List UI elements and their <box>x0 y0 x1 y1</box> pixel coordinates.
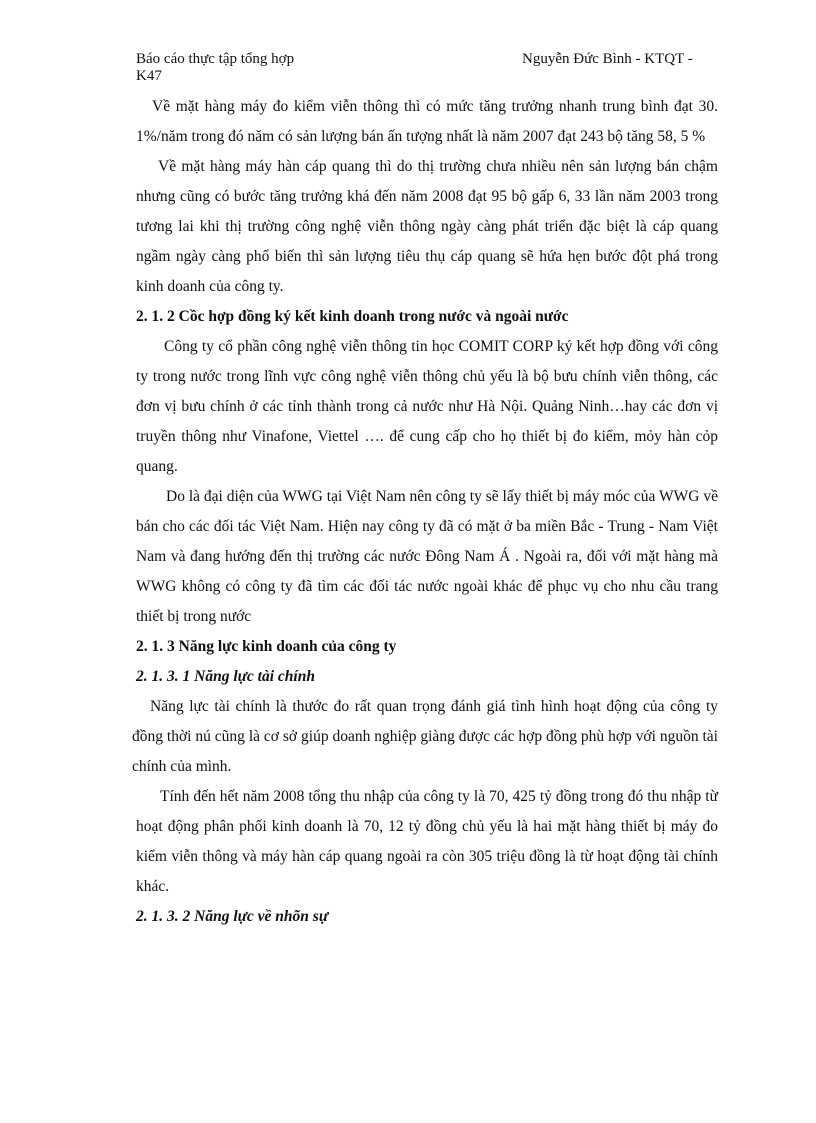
paragraph-income-2008: Tính đến hết năm 2008 tổng thu nhập của công ty là 70, 425 tỷ đồng trong đó thu nhập từ hoạt động phân phối kinh doanh là 70, 12 tỷ đồng chủ yếu là hai mặt hàng thiết bị máy đo kiểm viễn thông và máy hàn cáp quang ngoài ra còn 305 triệu đồng là từ hoạt động tài chính khác. <box>136 788 718 895</box>
paragraph-wwg-distribution: Do là đại diện của WWG tại Việt Nam nên công ty sẽ lấy thiết bị máy móc của WWG về bán cho các đối tác Việt Nam. Hiện nay công ty đã có mặt ở ba miền Bắc - Trung - Nam Việt Nam và đang hướng đến thị trường các nước Đông Nam Á . Ngoài ra, đối với mặt hàng mà WWG không có công ty đã tìm các đối tác nước ngoài khác để phục vụ cho nhu cầu trang thiết bị trong nước <box>136 488 718 625</box>
paragraph-financial-capacity: Năng lực tài chính là thước đo rất quan trọng đánh giá tình hình hoạt động của công ty đồng thời nú cũng là cơ sở giúp doanh nghiệp giàng được các hợp đồng phù hợp với nguồn tài chính của mình. <box>132 698 718 775</box>
document-body <box>132 92 718 932</box>
heading-2-1-3-2: 2. 1. 3. 2 Năng lực về nhõn sự <box>136 908 329 925</box>
paragraph-domestic-contracts: Công ty cổ phần công nghệ viễn thông tin học COMIT CORP ký kết hợp đồng với công ty trong nước trong lĩnh vực công nghệ viễn thông chủ yếu là bộ bưu chính viễn thông, các đơn vị bưu chính ở các tỉnh thành trong cả nước như Hà Nội. Quảng Ninh…hay các đơn vị truyền thông như Vinafone, Viettel …. để cung cấp cho họ thiết bị đo kiểm, mỏy hàn cỏp quang. <box>136 338 718 475</box>
heading-2-1-3: 2. 1. 3 Năng lực kinh doanh của công ty <box>136 638 397 655</box>
paragraph-fiber-splicers: Về mặt hàng máy hàn cáp quang thì do thị trường chưa nhiều nên sản lượng bán chậm nhưng cũng có bước tăng trưởng khá đến năm 2008 đạt 95 bộ gấp 6, 33 lần năm 2003 trong tương lai khi thị trường công nghệ viễn thông ngày càng phát triển đặc biệt là cáp quang ngầm ngày càng phổ biến thì sản lượng tiêu thụ cáp quang sẽ hứa hẹn bước đột phá trong kinh doanh của công ty. <box>136 158 718 295</box>
heading-2-1-3-1: 2. 1. 3. 1 Năng lực tài chính <box>136 668 315 685</box>
paragraph-telecom-meters: Về mặt hàng máy đo kiểm viễn thông thì có mức tăng trưởng nhanh trung bình đạt 30. 1%/năm trong đó năm có sản lượng bán ấn tượng nhất là năm 2007 đạt 243 bộ tăng 58, 5 % <box>136 98 718 145</box>
header-class-code: K47 <box>136 68 162 84</box>
heading-2-1-2: 2. 1. 2 Cồc hợp đồng ký kết kinh doanh trong nước và ngoài nước <box>136 308 569 325</box>
header-report-title: Báo cáo thực tập tổng hợp <box>136 51 295 67</box>
header-author: Nguyễn Đức Bình - KTQT - <box>522 51 693 67</box>
